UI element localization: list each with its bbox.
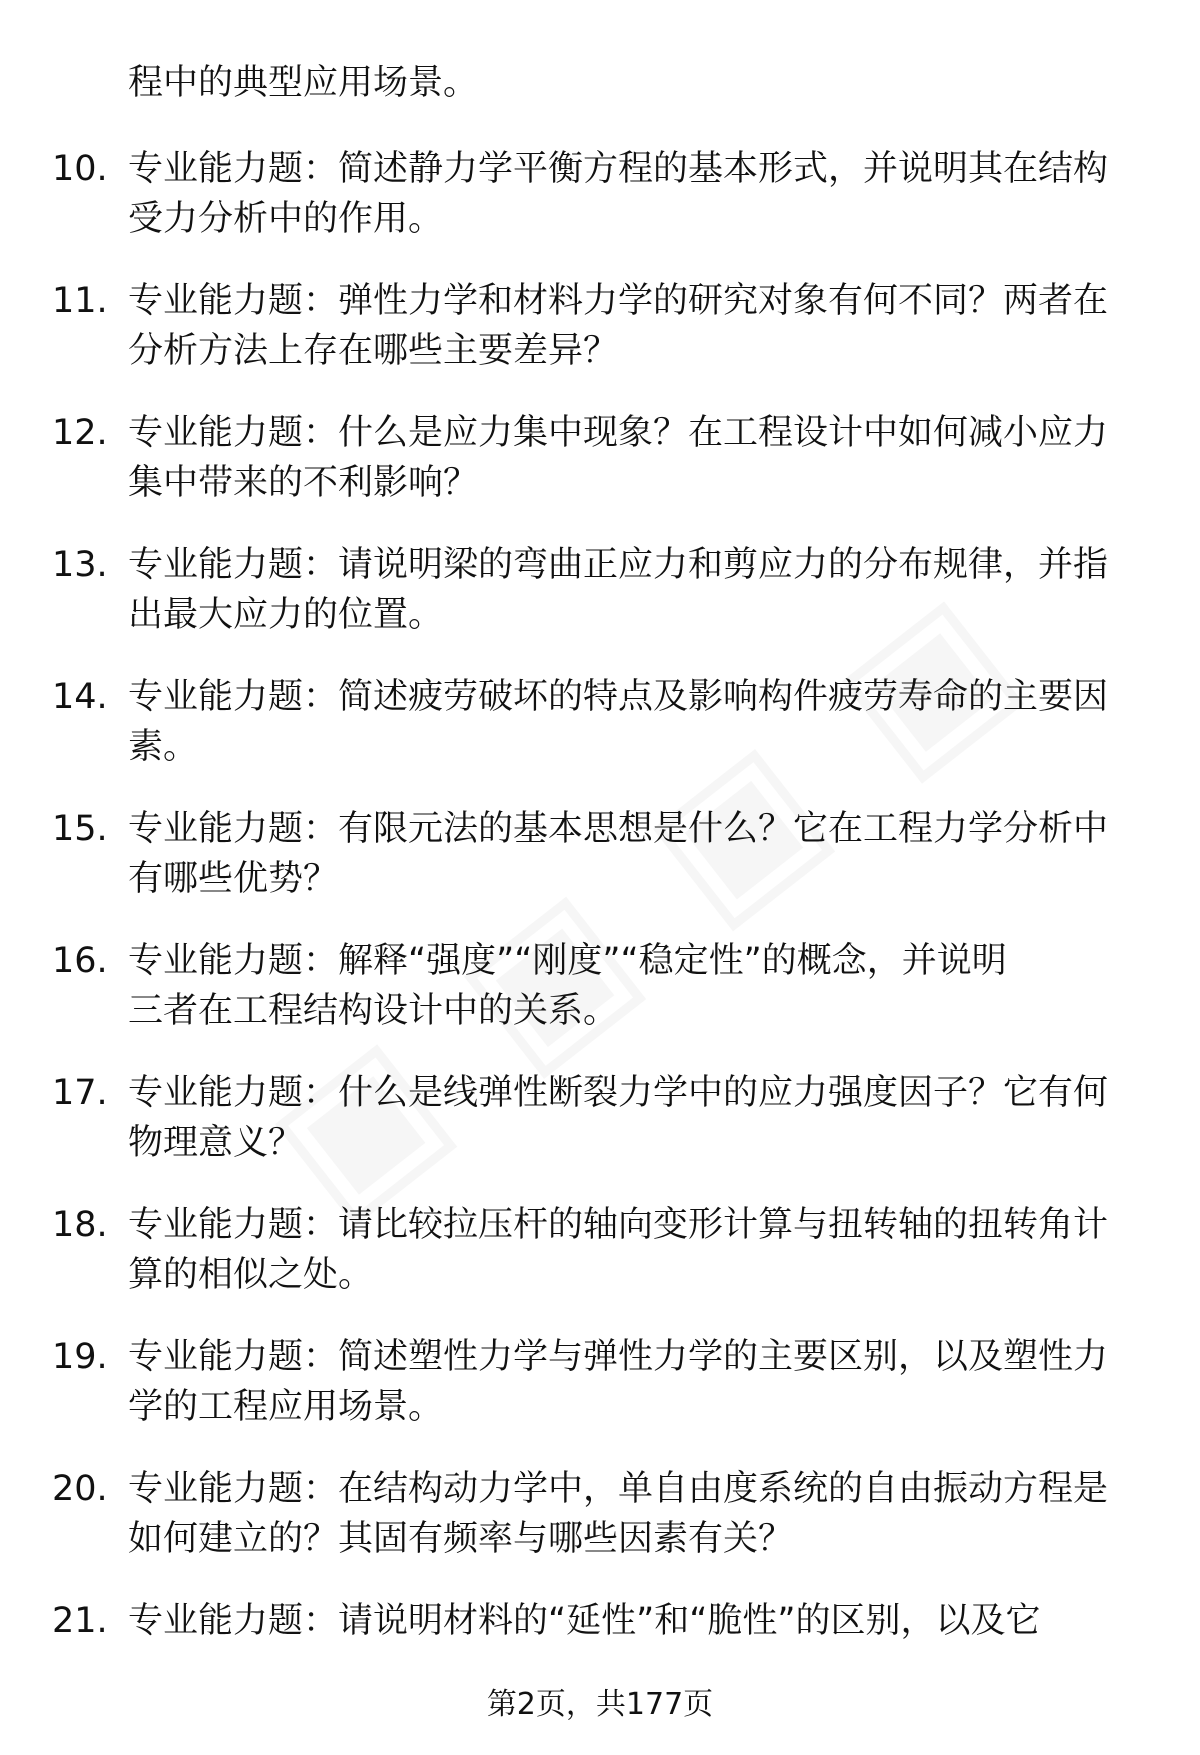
question-number: 19. xyxy=(52,1337,108,1377)
question-number: 10. xyxy=(52,149,108,189)
question-text-line: 专业能力题：有限元法的基本思想是什么？它在工程力学分析中 xyxy=(128,809,1109,849)
question-text-line: 素。 xyxy=(128,727,199,767)
question-text-line: 专业能力题：请比较拉压杆的轴向变形计算与扭转轴的扭转角计 xyxy=(128,1205,1109,1245)
question-item xyxy=(0,804,1200,936)
question-number: 11. xyxy=(52,281,108,321)
question-text-line: 专业能力题：简述塑性力学与弹性力学的主要区别，以及塑性力 xyxy=(128,1337,1109,1377)
question-text-line: 专业能力题：简述疲劳破坏的特点及影响构件疲劳寿命的主要因 xyxy=(128,677,1109,717)
question-text-line: 有哪些优势？ xyxy=(128,859,339,899)
question-list xyxy=(0,144,1200,1728)
question-item xyxy=(0,276,1200,408)
question-item xyxy=(0,144,1200,276)
question-text-line: 专业能力题：简述静力学平衡方程的基本形式，并说明其在结构 xyxy=(128,149,1109,189)
question-text-line: 专业能力题：解释“强度”“刚度”“稳定性”的概念，并说明 xyxy=(128,941,1007,981)
question-item xyxy=(0,1068,1200,1200)
question-number: 17. xyxy=(52,1073,108,1113)
question-text-line: 专业能力题：请说明梁的弯曲正应力和剪应力的分布规律，并指 xyxy=(128,545,1109,585)
question-number: 20. xyxy=(52,1469,108,1509)
question-text-line: 物理意义？ xyxy=(128,1123,304,1163)
question-number: 21. xyxy=(52,1601,108,1641)
question-text-line: 专业能力题：请说明材料的“延性”和“脆性”的区别，以及它 xyxy=(128,1601,1041,1641)
question-text-line: 专业能力题：在结构动力学中，单自由度系统的自由振动方程是 xyxy=(128,1469,1109,1509)
question-item xyxy=(0,672,1200,804)
question-text-line: 分析方法上存在哪些主要差异？ xyxy=(128,331,619,371)
question-text-line: 出最大应力的位置。 xyxy=(128,595,444,635)
question-text-line: 算的相似之处。 xyxy=(128,1255,374,1295)
question-item xyxy=(0,408,1200,540)
question-item xyxy=(0,1200,1200,1332)
question-text-line: 如何建立的？其固有频率与哪些因素有关？ xyxy=(128,1519,794,1559)
question-number: 16. xyxy=(52,941,108,981)
question-item xyxy=(0,1332,1200,1464)
question-text-line: 专业能力题：什么是线弹性断裂力学中的应力强度因子？它有何 xyxy=(128,1073,1109,1113)
question-number: 18. xyxy=(52,1205,108,1245)
question-text-line: 集中带来的不利影响？ xyxy=(128,463,479,503)
question-item xyxy=(0,540,1200,672)
question-text-line: 学的工程应用场景。 xyxy=(128,1387,444,1427)
question-text-line: 专业能力题：弹性力学和材料力学的研究对象有何不同？两者在 xyxy=(128,281,1109,321)
question-number: 13. xyxy=(52,545,108,585)
question-text-line: 三者在工程结构设计中的关系。 xyxy=(128,991,619,1031)
continuation-text: 程中的典型应用场景。 xyxy=(128,63,479,103)
question-number: 12. xyxy=(52,413,108,453)
question-number: 14. xyxy=(52,677,108,717)
question-text-line: 受力分析中的作用。 xyxy=(128,199,444,239)
question-item xyxy=(0,936,1200,1068)
question-text-line: 专业能力题：什么是应力集中现象？在工程设计中如何减小应力 xyxy=(128,413,1109,453)
page-footer: 第2页，共177页 xyxy=(486,1687,714,1722)
question-number: 15. xyxy=(52,809,108,849)
question-item xyxy=(0,1464,1200,1596)
